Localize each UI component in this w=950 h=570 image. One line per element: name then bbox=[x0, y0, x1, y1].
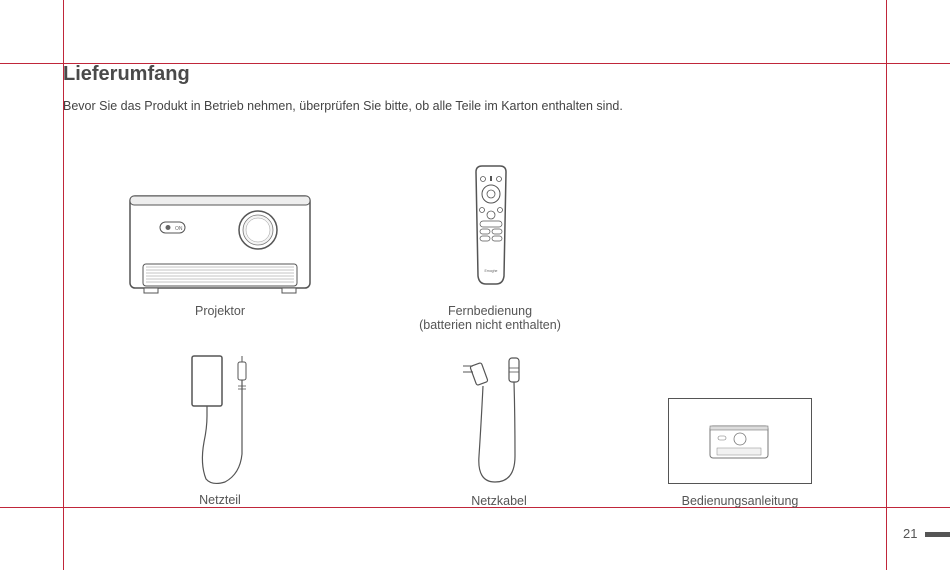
crop-mark-right bbox=[886, 0, 887, 570]
page-title: Lieferumfang bbox=[63, 63, 190, 85]
intro-text: Bevor Sie das Produkt in Betrieb nehmen, überprüfen Sie bitte, ob alle Teile im Karton enthalten sind. bbox=[63, 99, 623, 113]
projector-icon bbox=[130, 196, 310, 296]
remote-control-icon bbox=[472, 164, 510, 286]
caption-user-manual: Bedienungsanleitung bbox=[681, 494, 799, 508]
power-adapter-icon bbox=[190, 354, 260, 489]
caption-projector: Projektor bbox=[194, 304, 246, 318]
caption-power-cable: Netzkabel bbox=[471, 494, 527, 508]
caption-power-adapter: Netzteil bbox=[199, 493, 241, 507]
svg-text:Emoghe: Emoghe bbox=[484, 269, 498, 273]
power-cable-icon bbox=[455, 356, 535, 488]
caption-remote: Fernbedienung bbox=[447, 304, 533, 318]
svg-text:ON: ON bbox=[175, 226, 183, 232]
user-manual-icon bbox=[668, 398, 812, 484]
page-number: 21 bbox=[903, 526, 918, 541]
caption-remote-note: (batterien nicht enthalten) bbox=[419, 318, 561, 332]
page-number-bar bbox=[925, 532, 950, 537]
